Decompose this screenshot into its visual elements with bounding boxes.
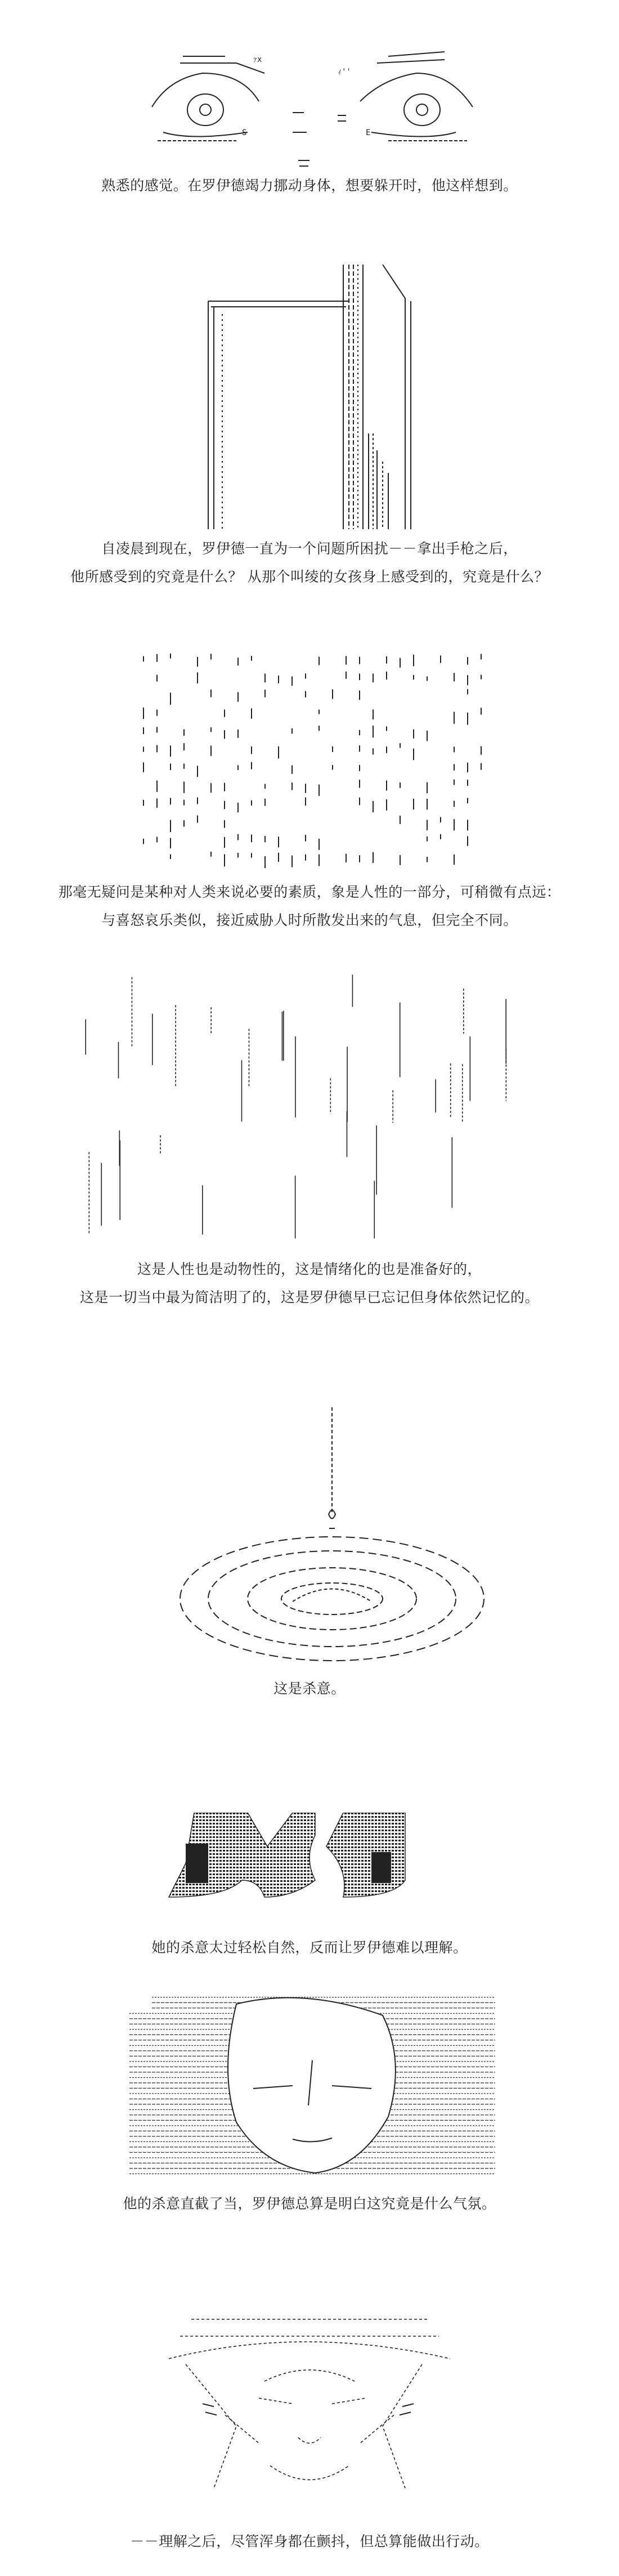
panel-rain <box>0 636 619 951</box>
rain-ascii-art <box>0 653 619 878</box>
svg-text:E: E <box>366 128 371 137</box>
lines-ascii-art <box>0 974 619 1244</box>
caption-4: 这是人性也是动物性的，这是情绪化的也是准备好的， 这是一切当中最为简洁明了的，这是罗伊德早已忘记但身体依然记忆的。 <box>79 1261 539 1305</box>
pillar-ascii-art <box>0 248 619 529</box>
panel-figure <box>0 2314 619 2576</box>
panel-face <box>0 1993 619 2229</box>
svg-text:ｧx: ｧx <box>253 55 262 64</box>
caption-5: 这是杀意。 <box>273 1680 346 1697</box>
caption-1: 熟悉的感觉。在罗伊德竭力挪动身体，想要躲开时，他这样想到。 <box>101 177 518 194</box>
caption-7: 他的杀意直截了当，罗伊德总算是明白这究竟是什么气氛。 <box>123 2195 496 2212</box>
svg-text:S: S <box>242 128 247 137</box>
caption-6: 她的杀意太过轻松自然，反而让罗伊德难以理解。 <box>151 1939 468 1956</box>
panel-eyes <box>0 0 619 203</box>
face-ascii-art <box>0 1993 619 2184</box>
ripple-ascii-art <box>0 1407 619 1666</box>
figure-ascii-art <box>0 2314 619 2499</box>
svg-text:ｨ'': ｨ'' <box>338 68 351 77</box>
caption-8: －－理解之后，尽管浑身都在颤抖，但总算能做出行动。 <box>130 2533 489 2550</box>
panel-lines <box>0 974 619 1379</box>
panel-ripple <box>0 1407 619 1745</box>
caption-3: 那毫无疑问是某种对人类来说必要的素质，象是人性的一部分，可稍微有点远： 与喜怒哀乐类似，接近威胁人时所散发出来的气息，但完全不同。 <box>58 884 561 928</box>
caption-2: 自凌晨到现在，罗伊德一直为一个问题所困扰－－拿出手枪之后， 他所感受到的究竟是什么？ 从那个叫绫的女孩身上感受到的，究竟是什么？ <box>70 540 549 585</box>
panel-pillar <box>0 248 619 602</box>
shadow-ascii-art <box>0 1813 619 1931</box>
panel-shadow <box>0 1790 619 1970</box>
face-outline <box>228 1998 396 2173</box>
